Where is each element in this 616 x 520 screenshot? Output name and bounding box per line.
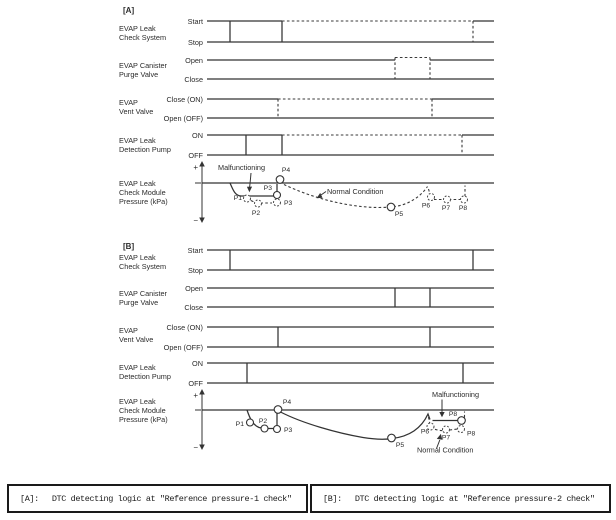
row-vent-valve-b [119, 323, 494, 352]
signal-group-label: EVAP Canister [119, 61, 167, 70]
signal-group-label: Vent Valve [119, 107, 154, 116]
waveform-solid [207, 363, 494, 383]
point-label-p6: P6 [420, 428, 430, 436]
signal-group-label: EVAP Leak [119, 397, 156, 406]
point-label-p7: P7 [441, 205, 451, 212]
signal-group-label: EVAP [119, 326, 138, 335]
waveform-solid [207, 250, 494, 270]
point-label-p3: P3 [284, 427, 293, 434]
rail-label-stop: Stop [187, 266, 203, 275]
point-label-p5: P5 [394, 211, 404, 218]
point-label-p8: P8 [458, 205, 468, 212]
legend-box-b-text: DTC detecting logic at "Reference pressure-2 check" [354, 493, 595, 504]
malfunctioning-arrowhead-icon [439, 412, 444, 417]
point-label-p1: P1 [235, 421, 244, 428]
malfunctioning-label: Malfunctioning [432, 390, 480, 399]
point-label-p3-measured: P3 [263, 185, 272, 192]
row-detection-pump-a [119, 131, 494, 160]
rail-label-close-on: Close (ON) [166, 95, 203, 104]
point-marker-p4 [274, 406, 282, 414]
signal-group-label: Check Module [119, 188, 166, 197]
axis-arrow-down-icon [199, 218, 205, 224]
point-label-p6: P6 [421, 202, 431, 210]
normal-condition-label: Normal Condition [327, 187, 384, 196]
signal-group-label: Vent Valve [119, 335, 154, 344]
point-marker-p8-normal [458, 426, 465, 433]
rail-label-open: Open [185, 56, 203, 65]
point-label-p8-measured: P8 [448, 411, 458, 418]
signal-group-label: Pressure (kPa) [119, 415, 168, 424]
point-marker-p8-measured [458, 417, 466, 425]
waveform-solid [207, 327, 494, 347]
point-label-p4: P4 [282, 399, 292, 406]
pressure-axis [195, 393, 202, 446]
rail-label-close: Close [184, 303, 203, 312]
point-label-p2: P2 [258, 418, 268, 425]
legend-box-a [7, 484, 308, 513]
waveform-dotted [278, 99, 432, 118]
malfunctioning-arrow [250, 173, 252, 188]
rail-label-open: Open [185, 284, 203, 293]
signal-group-label: EVAP Canister [119, 289, 167, 298]
point-label-p1: P1 [233, 195, 242, 202]
panel-b-tag: [B] [123, 242, 135, 251]
signal-group-label: Detection Pump [119, 145, 171, 154]
row-detection-pump-b [119, 359, 494, 388]
point-marker-p8 [461, 196, 468, 203]
normal-condition-arrowhead-icon [317, 193, 323, 198]
point-label-p4: P4 [281, 167, 291, 174]
waveform-dotted [282, 21, 473, 42]
rail-label-close-on: Close (ON) [166, 323, 203, 332]
signal-group-label: Check System [119, 262, 167, 271]
malfunctioning-arrowhead-icon [247, 187, 252, 193]
point-marker-p6 [428, 194, 435, 201]
panel-b [119, 242, 494, 455]
signal-group-label: Detection Pump [119, 372, 171, 381]
point-label-p2: P2 [251, 210, 261, 217]
signal-group-label: EVAP Leak [119, 24, 156, 33]
signal-group-label: Check Module [119, 406, 166, 415]
row-purge-valve-b [119, 284, 494, 312]
pressure-graph-a [119, 161, 494, 225]
legend-box-a-label: [A]: [20, 493, 39, 504]
normal-condition-arrow [321, 192, 326, 196]
malfunctioning-label: Malfunctioning [218, 163, 266, 172]
waveform-solid [207, 21, 494, 42]
signal-group-label: EVAP Leak [119, 179, 156, 188]
point-label-p3-normal: P3 [284, 200, 293, 207]
pressure-graph-b [119, 389, 494, 455]
legend-box-a-text: DTC detecting logic at "Reference pressure-1 check" [51, 493, 292, 504]
point-label-p7: P7 [441, 434, 451, 442]
waveform-dotted [282, 135, 462, 155]
legend-box-b [310, 484, 611, 513]
axis-minus-label: − [193, 216, 198, 225]
axis-arrow-up-icon [199, 389, 205, 395]
signal-group-label: EVAP Leak [119, 253, 156, 262]
rail-label-start: Start [187, 246, 203, 255]
axis-arrow-up-icon [199, 161, 205, 167]
panel-a [119, 6, 494, 225]
waveform-solid [207, 135, 494, 155]
normal-condition-label: Normal Condition [417, 445, 474, 455]
signal-group-label: Check System [119, 33, 167, 42]
rail-label-open-off: Open (OFF) [163, 343, 203, 352]
signal-group-label: Pressure (kPa) [119, 197, 168, 206]
row-vent-valve-a [119, 95, 494, 123]
rail-label-open-off: Open (OFF) [163, 114, 203, 123]
rail-label-stop: Stop [187, 38, 203, 47]
point-label-p5: P5 [395, 442, 405, 449]
point-marker-p3-normal [274, 199, 281, 206]
rail-label-off: OFF [188, 151, 203, 160]
axis-minus-label: − [193, 443, 198, 452]
point-marker-p5 [387, 203, 395, 211]
point-marker-p3 [274, 426, 281, 433]
signal-group-label: EVAP [119, 98, 138, 107]
legend-box-b-label: [B]: [323, 493, 342, 504]
rail-label-off: OFF [188, 379, 203, 388]
waveform-solid [207, 60, 494, 79]
signal-group-label: EVAP Leak [119, 136, 156, 145]
row-leak-check-system-b [119, 246, 494, 275]
row-purge-valve-a [119, 56, 494, 84]
rail-label-close: Close [184, 75, 203, 84]
pressure-axis [195, 165, 202, 219]
rail-label-start: Start [187, 17, 203, 26]
point-marker-p1 [247, 419, 254, 426]
row-leak-check-system-a [119, 17, 494, 47]
signal-group-label: Purge Valve [119, 298, 159, 307]
point-marker-p5 [388, 434, 396, 442]
point-marker-p2 [255, 200, 262, 207]
point-marker-p1 [244, 195, 251, 202]
waveform-dotted [395, 58, 430, 80]
axis-plus-label: + [193, 391, 198, 400]
waveform-solid [207, 288, 494, 307]
axis-plus-label: + [193, 163, 198, 172]
point-marker-p2 [261, 425, 268, 432]
point-marker-p4 [276, 176, 284, 184]
point-label-p8-normal: P8 [467, 430, 476, 438]
point-marker-p3-measured [274, 192, 281, 199]
axis-arrow-down-icon [199, 445, 205, 451]
rail-label-on: ON [192, 359, 203, 368]
waveform-solid [207, 99, 494, 118]
panel-a-tag: [A] [123, 6, 135, 15]
signal-group-label: EVAP Leak [119, 363, 156, 372]
rail-label-on: ON [192, 131, 203, 140]
signal-group-label: Purge Valve [119, 70, 159, 79]
point-marker-p7 [443, 426, 450, 433]
point-marker-p7 [444, 196, 451, 203]
